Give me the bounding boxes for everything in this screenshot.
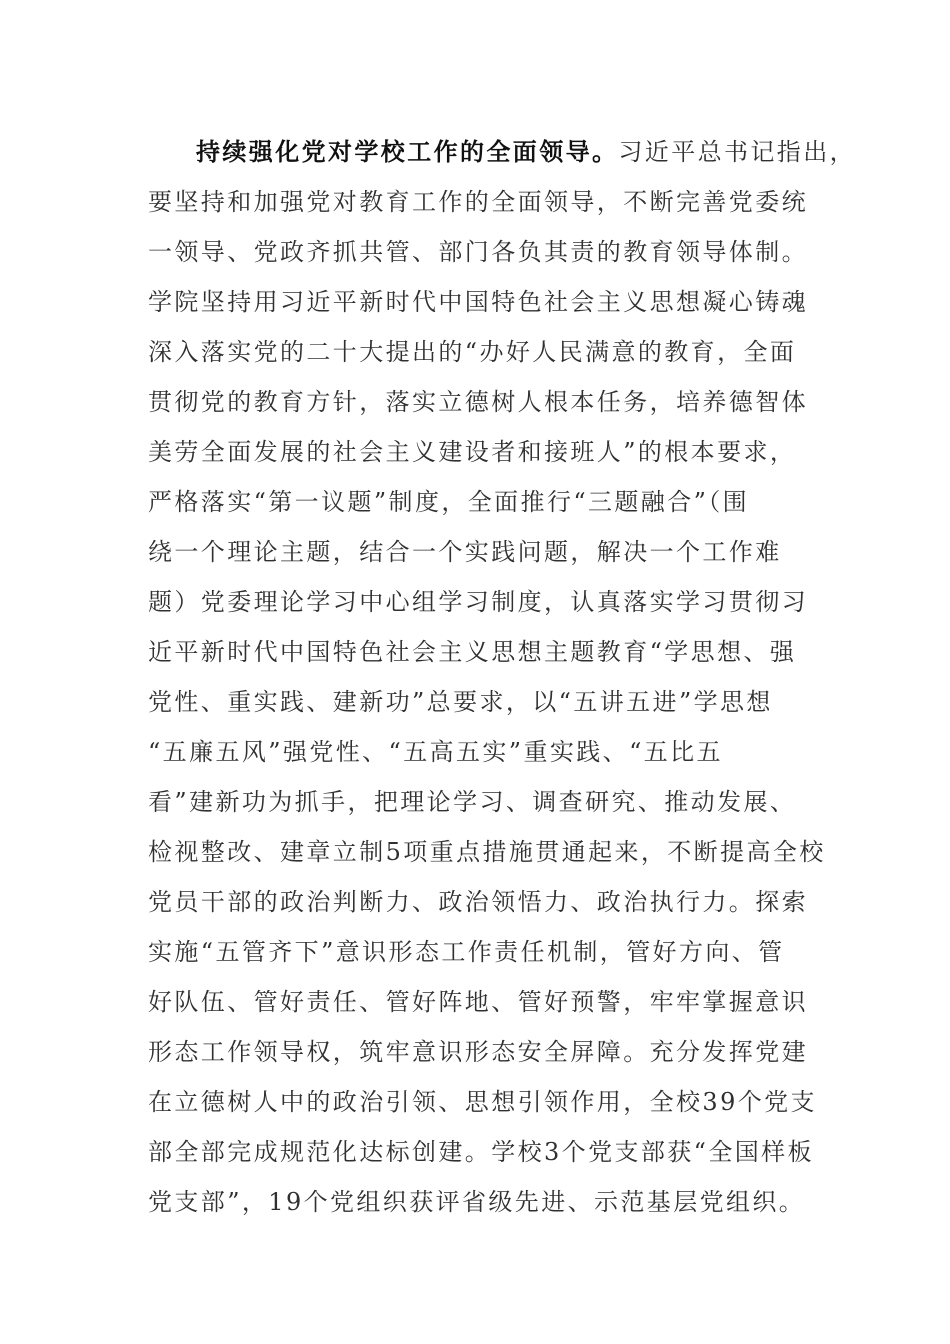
paragraph-line: 深入落实党的二十大提出的“办好人民满意的教育，全面	[148, 338, 797, 366]
paragraph-line: 美劳全面发展的社会主义建设者和接班人”的根本要求，	[148, 438, 797, 466]
paragraph-line: 严格落实“第一议题”制度，全面推行“三题融合”（围	[148, 488, 750, 516]
paragraph-line: 检视整改、建章立制5项重点措施贯通起来，不断提高全校	[148, 838, 826, 866]
paragraph-line: 近平新时代中国特色社会主义思想主题教育“学思想、强	[148, 638, 797, 666]
paragraph-line: 学院坚持用习近平新时代中国特色社会主义思想凝心铸魂	[148, 288, 808, 316]
paragraph-line: 一领导、党政齐抓共管、部门各负其责的教育领导体制。	[148, 238, 808, 266]
paragraph-line-1	[196, 132, 856, 172]
paragraph-line: 部全部完成规范化达标创建。学校3个党支部获“全国样板	[148, 1138, 814, 1166]
paragraph-first-line-text: 习近平总书记指出，	[618, 138, 857, 166]
paragraph-line: “五廉五风”强党性、“五高五实”重实践、“五比五	[148, 738, 723, 766]
paragraph-lead-heading: 持续强化党对学校工作的全面领导。	[196, 138, 619, 166]
paragraph-line: 绕一个理论主题，结合一个实践问题，解决一个工作难	[148, 538, 782, 566]
paragraph-line: 好队伍、管好责任、管好阵地、管好预警，牢牢掌握意识	[148, 988, 808, 1016]
paragraph-line: 在立德树人中的政治引领、思想引领作用，全校39个党支	[148, 1088, 817, 1116]
paragraph-line: 党支部”，19个党组织获评省级先进、示范基层党组织。	[148, 1188, 806, 1216]
paragraph-line: 要坚持和加强党对教育工作的全面领导，不断完善党委统	[148, 188, 808, 216]
paragraph-line: 题）党委理论学习中心组学习制度，认真落实学习贯彻习	[148, 588, 808, 616]
paragraph-line: 党性、重实践、建新功”总要求，以“五讲五进”学思想	[148, 688, 773, 716]
paragraph-line: 贯彻党的教育方针，落实立德树人根本任务，培养德智体	[148, 388, 808, 416]
paragraph-line: 实施“五管齐下”意识形态工作责任机制，管好方向、管	[148, 938, 785, 966]
paragraph-line: 党员干部的政治判断力、政治领悟力、政治执行力。探索	[148, 888, 808, 916]
paragraph-line: 形态工作领导权，筑牢意识形态安全屏障。充分发挥党建	[148, 1038, 808, 1066]
paragraph-line: 看”建新功为抓手，把理论学习、调查研究、推动发展、	[148, 788, 797, 816]
